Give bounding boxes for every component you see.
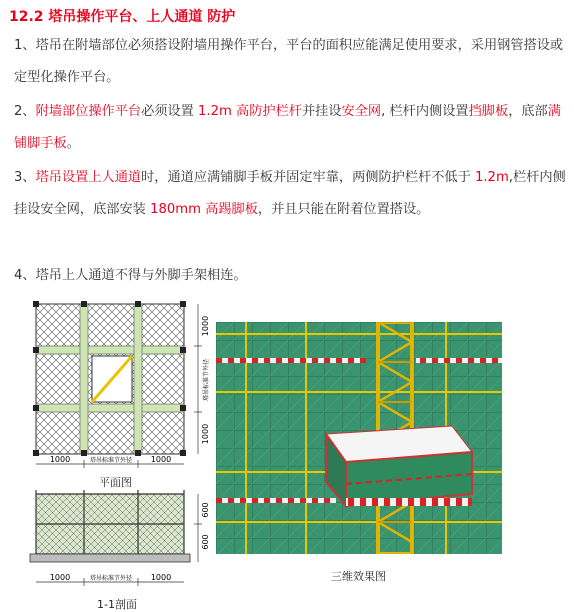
section-title: 12.2 塔吊操作平台、上人通道 防护 <box>9 9 236 25</box>
para2-highlight-rail: 1.2m 高防护栏杆 <box>198 104 302 119</box>
para2-text: , 栏杆内侧设置 <box>381 104 469 119</box>
paragraph-4: 4、塔吊上人通道不得与外脚手架相连。 <box>14 268 247 283</box>
para2-highlight-toeboard: 挡脚板 <box>468 104 509 119</box>
paragraph-2 <box>14 96 566 160</box>
para3-highlight-passage: 塔吊设置上人通道 <box>35 170 142 185</box>
para2-text: 。 <box>66 136 80 151</box>
para2-highlight-net: 安全网 <box>341 104 382 119</box>
para2-highlight-platform: 附墙部位操作平台 <box>35 104 142 119</box>
paragraph-3 <box>14 162 566 226</box>
para3-text: ,栏杆内侧挂设安全网，底部安装 <box>14 170 566 217</box>
section-dim-right-bot: 600 <box>201 534 210 550</box>
section-dim-bottom-right: 1000 <box>150 573 172 582</box>
section-drawing <box>28 488 214 594</box>
para3-text: 时，通道应满铺脚手板并固定牢靠，两侧防护栏杆不低于 <box>141 170 475 185</box>
para2-text: 并挂设 <box>301 104 342 119</box>
para3-highlight-height: 1.2m <box>474 170 509 185</box>
para3-highlight-kickboard: 180mm 高踢脚板 <box>150 202 258 217</box>
render-3d-image <box>216 322 502 554</box>
section-dim-bottom-left: 1000 <box>49 573 71 582</box>
plan-dim-bottom-right: 1000 <box>150 455 172 464</box>
plan-caption: 平面图 <box>99 476 132 489</box>
plan-dim-right-top: 1000 <box>201 315 210 337</box>
section-caption: 1-1剖面 <box>97 598 137 611</box>
para2-highlight-board: 满铺脚手板 <box>14 104 561 151</box>
plan-drawing <box>28 300 214 476</box>
section-dim-bottom-mid: 塔吊标准节外径 <box>89 575 133 582</box>
para2-num: 2、 <box>14 104 36 119</box>
para3-text: ，并且只能在附着位置搭设。 <box>257 202 430 217</box>
plan-dim-bottom-left: 1000 <box>49 455 71 464</box>
plan-dim-right-mid: 塔吊标准节外径 <box>203 358 210 402</box>
render-3d-caption: 三维效果图 <box>331 570 386 583</box>
paragraph-1: 1、塔吊在附墙部位必须搭设附墙用操作平台，平台的面积应能满足使用要求，采用钢管搭设或定型化操作平台。 <box>14 38 564 85</box>
section-dim-right-top: 600 <box>201 502 210 518</box>
para3-num: 3、 <box>14 170 36 185</box>
para2-text: ，底部 <box>508 104 548 119</box>
plan-dim-bottom-mid: 塔吊标准节外径 <box>89 457 133 464</box>
platform-enclosure <box>326 426 472 506</box>
plan-dim-right-bot: 1000 <box>201 423 210 445</box>
para2-text: 必须设置 <box>141 104 199 119</box>
